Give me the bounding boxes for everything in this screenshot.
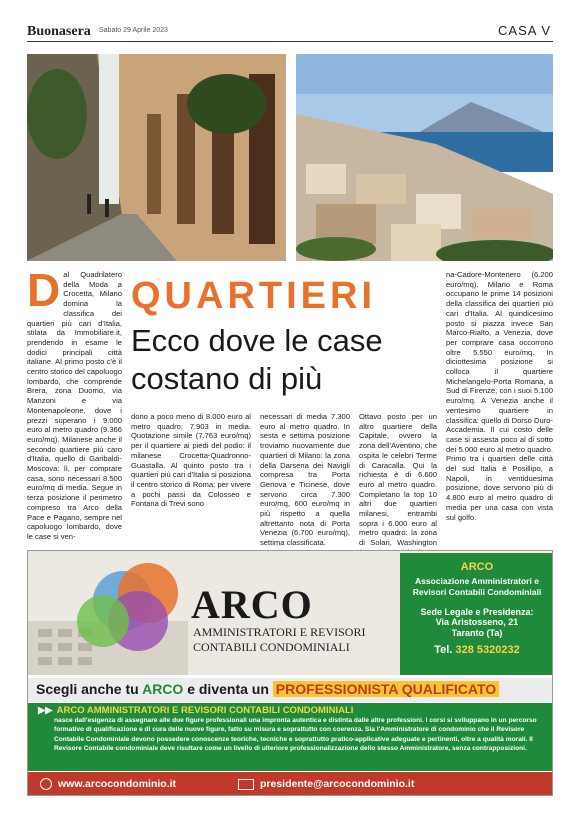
article-kicker: QUARTIERI — [131, 275, 376, 317]
mail-icon — [238, 779, 254, 790]
arrow-icon: ▶▶ — [38, 705, 53, 716]
newspaper-brand: Buonasera — [27, 24, 91, 39]
drop-cap: D — [27, 264, 61, 316]
ad-logo-subtitle-2: CONTABILI CONDOMINIALI — [193, 640, 350, 654]
article-column-1: Dal Quadrilatero della Moda a Crocetta, Milano domina la classifica dei quartieri più cari d'Italia, stilata da Immobiliare.it, prendendo in esame le dodici principali città italiane. Al primo posto c'è il centro storico del capoluogo lombardo, che comprende Brera, zona Duomo, via Manzoni e via Montenapoleone, dove i prezzi superano i 9.000 euro al metro quadro (9.366 euro/mq). Milanese anche il secondo quartiere più caro d'Italia, quello di Garibaldi-Moscova: lì, per comprare casa, sono necessari 8.500 euro/mq di media. Segue in terza posizione il perimetro compreso tra Arco della Pace e Pagano, sempre nel capoluogo lombardo, dove le case si ven- — [27, 264, 122, 541]
ad-box-address-2: Taranto (Ta) — [451, 628, 503, 638]
ad-slogan: Scegli anche tu ARCO e diventa un PROFESSIONISTA QUALIFICATO — [28, 678, 553, 702]
ad-description-text: nasce dall'esigenza di assegnare alle due figure professionali una impronta autentica e distinta dalle altre professioni. I corsi si sviluppano in un percorso formativo di qualificazione e di cura delle nuove figure, fatto su misura e soprattutto con coerenza. Sia l'Amministratore di condominio che il Revisore Contabile Condominiale devono possedere conoscenze teoriche, tecniche e soprattutto pratico-applicative adeguate e pertinenti, oltre a qualità morali. Il Revisore Contabile condominiale deve risultare come un livello di ulteriore professionalizzazione dello stesso Amministratore, senza contrapposizioni. — [54, 717, 537, 753]
article-headline: Ecco dove le case costano di più — [131, 323, 383, 396]
article-column-2: dono a poco meno di 8.000 euro al metro quadro: 7.903 in media. Quotazione simile (7.763 euro/mq) per il quartiere ai piedi del podio: il milanese Crocetta-Quadronno-Guastalla. Al quinto posto tra i quartieri più cari d'Italia si posiziona il centro storico di Roma: per vivere a pochi passi da Colosseo e Fontana di Trevi sono — [131, 412, 251, 509]
ad-box-sede: Sede Legale e Presidenza: — [420, 607, 534, 617]
ad-email-link[interactable]: presidente@arcocondominio.it — [260, 778, 415, 790]
ad-logo-text: ARCO — [191, 582, 313, 627]
article-column-4: Ottavo posto per un altro quartiere della Capitale, ovvero la zona dell'Aventino, che ospita le celebri Terme di Caracalla. Qui la richiesta è di 6.600 euro al metro quadro. Completano la top 10 altri due quartieri milanesi, entrambi sopra i 6.000 euro al metro quadro: la zona di Solari, Washington — [359, 412, 437, 548]
section-label: CASA V — [498, 23, 551, 38]
globe-icon — [40, 778, 52, 790]
issue-date: Sabato 29 Aprile 2023 — [99, 27, 168, 34]
ad-box-association: Associazione Amministratori e Revisori Contabili Condominiali — [412, 576, 542, 597]
ad-box-title: ARCO — [460, 561, 494, 573]
ad-description-title: ▶▶ ARCO AMMINISTRATORI E REVISORI CONTABILI CONDOMINIALI — [38, 705, 354, 716]
ad-top-panel — [28, 551, 553, 675]
naples-bay-photo — [296, 54, 553, 261]
page-header — [27, 22, 553, 42]
ad-box-phone: Tel. 328 5320232 — [434, 644, 520, 656]
article-column-3: necessari di media 7.300 euro al metro quadro. In sesta e settima posizione troviamo nuovamente due quartieri di Milano: la zona della Darsena dei Navigli compresa tra Porta Genova e Ticinese, dove servono circa 7.300 euro/mq, 600 euro/mq in più rispetto a quella altrettanto nota di Porta Venezia (6.700 euro/mq), settima classificata. — [260, 412, 350, 548]
ad-logo-subtitle-1: AMMINISTRATORI E REVISORI — [193, 625, 366, 639]
ad-website-link[interactable]: www.arcocondominio.it — [58, 778, 177, 790]
ad-box-address-1: Via Aristosseno, 21 — [435, 617, 519, 627]
ad-footer — [28, 772, 553, 796]
ad-contact-box — [400, 553, 553, 675]
arco-advertisement — [27, 550, 553, 796]
street-photo — [27, 54, 286, 261]
article-column-5: na-Cadore-Montenero (6.200 euro/mq). Milano e Roma occupano le prime 14 posizioni della classifica dei quartieri più cari d'Italia. Al quindicesimo posto si piazza invece San Marco-Rialto, a Venezia, dove per comprare casa occorrono oltre 5.550 euro/mq. In diciottesima posizione si colloca il quartiere Michelangelo-Porta Romana, a Sud di Firenze, con i suoi 5.100 euro/mq. A Venezia anche il ventesimo quartiere in classifica: quello di Dorso Duro-Accademia. Il cui costo delle case si assesta poco al di sotto dei 5.000 euro al metro quadro. Primo tra i quartieri delle città del sud Italia è Posillipo, a Napoli, in ventiduesima posizione, dove servono più di 4.800 euro al metro quadro di media per una casa con vista sul golfo. — [446, 270, 553, 522]
ad-description — [28, 703, 553, 771]
